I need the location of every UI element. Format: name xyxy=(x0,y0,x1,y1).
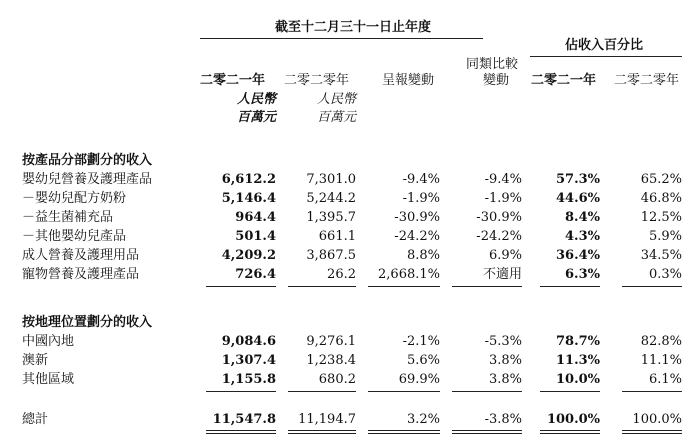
value-2020: 5,244.2 xyxy=(306,191,356,206)
total-double-rule xyxy=(452,433,522,434)
total-double-rule xyxy=(368,430,440,431)
section-rule xyxy=(452,286,522,287)
pct-2020: 5.9% xyxy=(648,229,682,244)
col-like-change-line2: 變動 xyxy=(483,73,510,88)
col-pct-2021: 二零二一年 xyxy=(531,73,597,88)
like-change: 3.8% xyxy=(488,372,522,387)
row-label: －其他嬰幼兒產品 xyxy=(22,229,127,244)
value-2020: 661.1 xyxy=(318,229,356,244)
like-change: 6.9% xyxy=(488,248,522,263)
value-2020: 1,238.4 xyxy=(306,353,356,368)
pct-2020: 34.5% xyxy=(640,248,682,263)
value-2020: 7,301.0 xyxy=(306,172,356,187)
pct-2021: 44.6% xyxy=(555,191,600,206)
value-2020: 9,276.1 xyxy=(306,334,356,349)
total-double-rule xyxy=(540,433,600,434)
reported-change: -24.2% xyxy=(394,229,440,244)
col-2020: 二零二零年 xyxy=(284,73,350,88)
reported-change: -30.9% xyxy=(394,210,440,225)
value-2020: 3,867.5 xyxy=(306,248,356,263)
like-change: 3.8% xyxy=(488,353,522,368)
like-change: 不適用 xyxy=(482,267,522,282)
row-label: 澳新 xyxy=(22,353,49,368)
row-label: 寵物營養及護理產品 xyxy=(22,267,140,282)
currency-2021: 人民幣 xyxy=(236,92,276,107)
section-rule xyxy=(540,391,600,392)
section-rule xyxy=(288,391,356,392)
total-2020: 11,194.7 xyxy=(298,412,356,427)
pct-2021: 4.3% xyxy=(565,229,600,244)
pct-2021: 10.0% xyxy=(555,372,600,387)
pct-2021: 6.3% xyxy=(565,267,600,282)
total-like-change: -3.8% xyxy=(484,412,522,427)
pct-2021: 11.3% xyxy=(555,353,600,368)
value-2021: 4,209.2 xyxy=(221,248,276,263)
col-2021: 二零二一年 xyxy=(200,73,266,88)
pct-2021: 36.4% xyxy=(555,248,600,263)
reported-change: 2,668.1% xyxy=(378,267,440,282)
row-label: 成人營養及護理用品 xyxy=(22,248,140,263)
total-double-rule xyxy=(206,430,276,431)
total-double-rule xyxy=(368,433,440,434)
value-2021: 6,612.2 xyxy=(221,172,276,187)
row-label: －益生菌補充品 xyxy=(22,210,114,225)
pct-2021: 78.7% xyxy=(555,334,600,349)
pct-title-rule xyxy=(530,56,682,57)
row-label: 中國內地 xyxy=(22,334,75,349)
row-label: 嬰幼兒營養及護理產品 xyxy=(22,172,153,187)
reported-change: -2.1% xyxy=(402,334,440,349)
pct-2020: 0.3% xyxy=(648,267,682,282)
pct-2020: 6.1% xyxy=(648,372,682,387)
reported-change: 5.6% xyxy=(406,353,440,368)
like-change: -30.9% xyxy=(476,210,522,225)
value-2021: 501.4 xyxy=(235,229,276,244)
unit-2020: 百萬元 xyxy=(316,110,356,125)
pct-title: 佔收入百分比 xyxy=(565,38,644,53)
pct-2020: 82.8% xyxy=(640,334,682,349)
pct-2020: 46.8% xyxy=(640,191,682,206)
section-rule xyxy=(622,391,682,392)
section-rule xyxy=(288,286,356,287)
total-pct-2021: 100.0% xyxy=(546,412,600,427)
value-2020: 680.2 xyxy=(318,372,356,387)
row-label: －嬰幼兒配方奶粉 xyxy=(22,191,127,206)
col-pct-2020: 二零二零年 xyxy=(614,73,680,88)
total-reported-change: 3.2% xyxy=(406,412,440,427)
total-label: 總計 xyxy=(22,412,49,427)
total-double-rule xyxy=(288,430,356,431)
total-double-rule xyxy=(206,433,276,434)
section-title-product: 按產品分部劃分的收入 xyxy=(22,153,153,168)
value-2021: 1,307.4 xyxy=(221,353,276,368)
total-double-rule xyxy=(540,430,600,431)
row-label: 其他區域 xyxy=(22,372,75,387)
pct-2020: 65.2% xyxy=(640,172,682,187)
pct-2020: 12.5% xyxy=(640,210,682,225)
value-2021: 9,084.6 xyxy=(221,334,276,349)
section-rule xyxy=(622,286,682,287)
value-2020: 1,395.7 xyxy=(306,210,356,225)
pct-2021: 8.4% xyxy=(565,210,600,225)
like-change: -9.4% xyxy=(484,172,522,187)
col-like-change-line1: 同類比較 xyxy=(466,57,519,72)
total-double-rule xyxy=(622,430,682,431)
value-2020: 26.2 xyxy=(327,267,356,282)
value-2021: 5,146.4 xyxy=(221,191,276,206)
total-double-rule xyxy=(452,430,522,431)
period-title: 截至十二月三十一日止年度 xyxy=(275,20,432,35)
reported-change: 8.8% xyxy=(406,248,440,263)
currency-2020: 人民幣 xyxy=(316,92,356,107)
section-rule xyxy=(368,391,440,392)
col-reported-change: 呈報變動 xyxy=(382,73,435,88)
reported-change: 69.9% xyxy=(398,372,440,387)
value-2021: 726.4 xyxy=(235,267,276,282)
total-2021: 11,547.8 xyxy=(212,412,276,427)
section-rule xyxy=(540,286,600,287)
section-title-geography: 按地理位置劃分的收入 xyxy=(22,315,153,330)
value-2021: 964.4 xyxy=(235,210,276,225)
pct-2021: 57.3% xyxy=(555,172,600,187)
period-title-rule xyxy=(200,38,483,39)
unit-2021: 百萬元 xyxy=(236,110,276,125)
value-2021: 1,155.8 xyxy=(221,372,276,387)
total-pct-2020: 100.0% xyxy=(632,412,682,427)
like-change: -1.9% xyxy=(484,191,522,206)
reported-change: -1.9% xyxy=(402,191,440,206)
section-rule xyxy=(206,391,276,392)
total-double-rule xyxy=(288,433,356,434)
total-double-rule xyxy=(622,433,682,434)
reported-change: -9.4% xyxy=(402,172,440,187)
section-rule xyxy=(206,286,276,287)
section-rule xyxy=(452,391,522,392)
like-change: -5.3% xyxy=(484,334,522,349)
section-rule xyxy=(368,286,440,287)
like-change: -24.2% xyxy=(476,229,522,244)
pct-2020: 11.1% xyxy=(640,353,682,368)
